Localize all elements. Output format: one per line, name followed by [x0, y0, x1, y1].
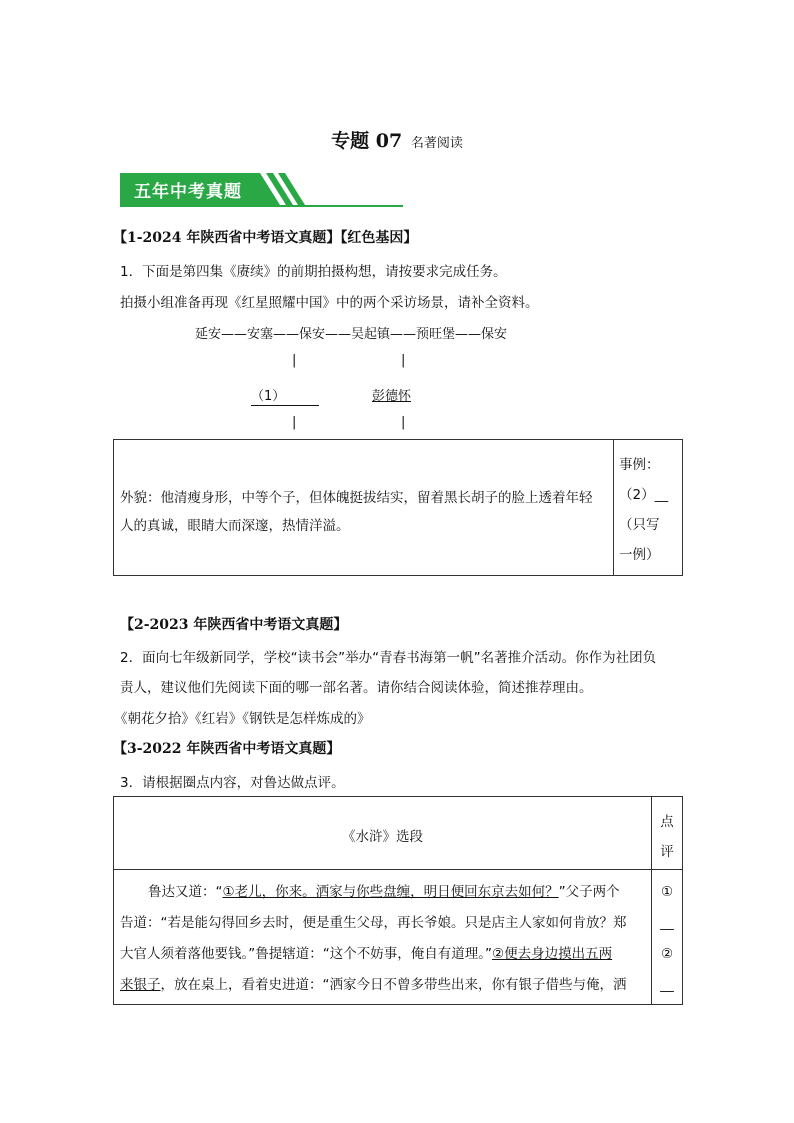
- connector-bar-2: |: [401, 353, 406, 368]
- q3-heading: 【3-2022 年陕西省中考语文真题】: [113, 741, 341, 757]
- comment-header-char-2: 评: [660, 844, 674, 860]
- section-banner: [120, 171, 405, 209]
- q3-excerpt-table: [113, 796, 683, 1005]
- connector-bar-4: |: [401, 415, 406, 430]
- q1-heading: 【1-2024 年陕西省中考语文真题】【红色基因】: [113, 230, 418, 246]
- excerpt-underlined-2b: 来银子: [120, 977, 161, 993]
- q2-line1: 2．面向七年级新同学，学校“读书会”举办“青春书海第一帆”名著推介活动。你作为社团负: [120, 650, 657, 666]
- excerpt-line-1a: 鲁达又道：“: [148, 884, 223, 900]
- comment-blank-2: __: [660, 977, 674, 993]
- example-label: 事例：: [619, 457, 660, 473]
- example-blank-2: （2）__: [619, 487, 669, 503]
- excerpt-line-4: [120, 970, 648, 1001]
- person-name: 彭德怀: [372, 389, 412, 404]
- comment-cells: [652, 877, 682, 1001]
- excerpt-line-2: 告道：“若是能勾得回乡去时，便是重生父母，再长爷娘。只是店主人家如何肯放？郑: [120, 915, 627, 931]
- excerpt-underlined-2a: ②便去身边摸出五两: [491, 946, 613, 962]
- connector-bar-3: |: [292, 415, 297, 430]
- q1-line1: 1．下面是第四集《赓续》的前期拍摄构想，请按要求完成任务。: [120, 264, 507, 280]
- blank-1-label: （1）: [251, 389, 286, 404]
- q2-heading: 【2-2023 年陕西省中考语文真题】: [120, 617, 348, 633]
- blank-1: [251, 385, 319, 406]
- appearance-line-2: 人的真诚，眼睛大而深邃，热情洋溢。: [120, 518, 350, 534]
- comment-marker-2: ②: [660, 946, 674, 962]
- excerpt-line-3: [120, 939, 648, 970]
- excerpt-underlined-1: ①老儿，你来。洒家与你些盘缠，明日便回东京去如何？: [222, 884, 559, 900]
- page-title: [0, 126, 794, 153]
- q2-books: 《朝花夕拾》《红岩》《钢铁是怎样炼成的》: [114, 711, 371, 727]
- title-sub: 名著阅读: [410, 136, 463, 151]
- excerpt-line-1c: ”父子两个: [558, 884, 620, 900]
- excerpt-line-4b: ，放在桌上，看着史进道：“洒家今日不曾多带些出来，你有银子借些与俺，洒: [160, 977, 627, 993]
- comment-header: [652, 807, 682, 867]
- comment-blank-1: __: [660, 915, 674, 931]
- q1-info-box: [113, 439, 683, 576]
- comment-header-char-1: 点: [660, 814, 674, 830]
- table-row-divider: [114, 869, 682, 870]
- q1-line2: 拍摄小组准备再现《红星照耀中国》中的两个采访场景，请补全资料。: [120, 295, 539, 311]
- example-cell: [619, 450, 681, 570]
- box-divider: [613, 440, 614, 575]
- excerpt-header: 《水浒》选段: [342, 829, 423, 845]
- q3-line1: 3．请根据圈点内容，对鲁达做点评。: [120, 775, 345, 791]
- title-main: 专题 07: [331, 130, 403, 152]
- connector-bar-1: |: [292, 353, 297, 368]
- excerpt-body: [120, 877, 648, 1001]
- appearance-text: [120, 484, 610, 540]
- banner-underline: [120, 205, 403, 207]
- q2-line2: 责人，建议他们先阅读下面的哪一部名著。请你结合阅读体验，简述推荐理由。: [120, 680, 593, 696]
- excerpt-line-3a: 大官人须着落他要钱。”鲁提辖道：“这个不妨事，俺自有道理。”: [120, 946, 492, 962]
- example-note-1: （只写: [619, 517, 660, 533]
- banner-label: 五年中考真题: [134, 182, 242, 202]
- comment-marker-1: ①: [660, 884, 674, 900]
- excerpt-line-1: [120, 877, 648, 908]
- example-note-2: 一例）: [619, 547, 660, 563]
- appearance-line-1: 外貌：他清瘦身形，中等个子，但体魄挺拔结实，留着黑长胡子的脸上透着年轻: [120, 490, 593, 506]
- route-line: 延安——安塞——保安——吴起镇——预旺堡——保安: [195, 327, 508, 342]
